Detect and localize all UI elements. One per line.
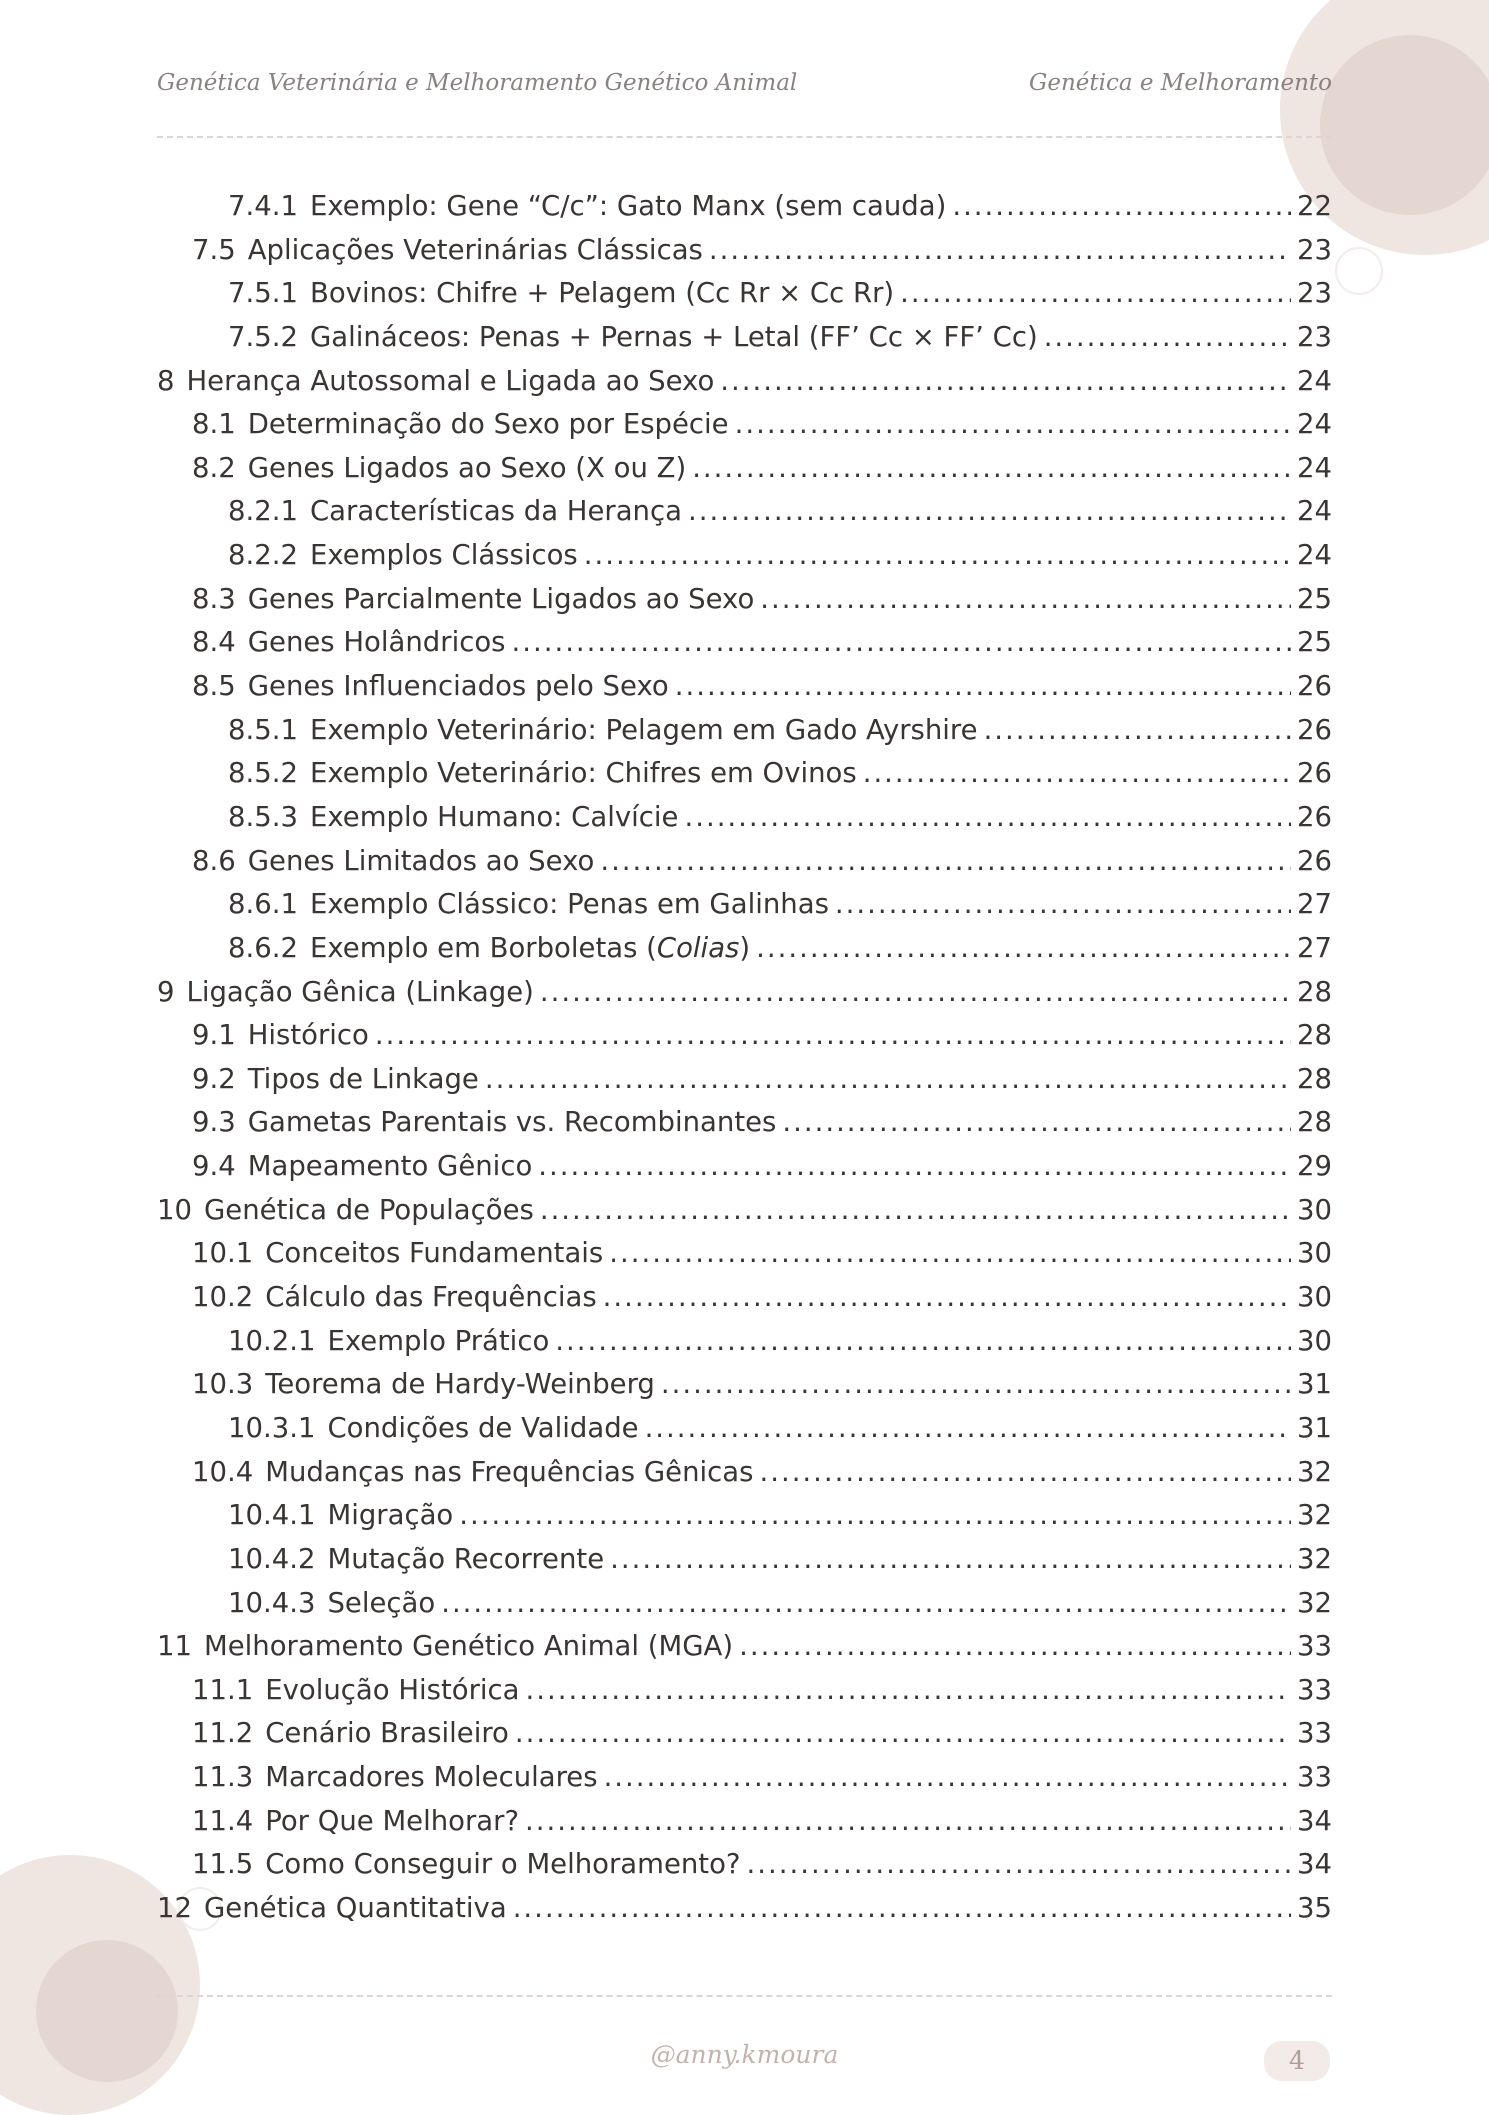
toc-entry-title: Melhoramento Genético Animal (MGA) xyxy=(204,1630,734,1663)
toc-entry-title: Genes Ligados ao Sexo (X ou Z) xyxy=(247,451,687,484)
toc-dot-leader xyxy=(1044,316,1291,360)
toc-entry-number: 10.1 xyxy=(192,1237,254,1270)
toc-entry-page: 23 xyxy=(1297,233,1332,266)
toc-entry[interactable] xyxy=(157,1014,1332,1058)
toc-dot-leader xyxy=(538,1145,1291,1189)
toc-entry-number: 8.6.2 xyxy=(228,931,298,964)
toc-entry[interactable] xyxy=(157,1101,1332,1145)
toc-entry-title: Marcadores Moleculares xyxy=(265,1761,598,1794)
toc-entry[interactable] xyxy=(157,185,1332,229)
toc-entry-title: Genes Parcialmente Ligados ao Sexo xyxy=(247,582,755,615)
toc-dot-leader xyxy=(720,360,1291,404)
toc-dot-leader xyxy=(526,1669,1292,1713)
toc-entry-title: Exemplos Clássicos xyxy=(309,539,578,572)
toc-entry-page: 30 xyxy=(1297,1281,1332,1314)
toc-entry-page: 25 xyxy=(1297,626,1332,659)
toc-entry-title: Condições de Validade xyxy=(327,1411,639,1444)
toc-entry-number: 11 xyxy=(157,1630,192,1663)
toc-entry-title: Exemplo Veterinário: Pelagem em Gado Ayrshire xyxy=(309,713,978,746)
toc-entry[interactable] xyxy=(157,578,1332,622)
toc-entry-number: 8 xyxy=(157,364,175,397)
toc-dot-leader xyxy=(375,1014,1291,1058)
toc-entry[interactable] xyxy=(157,883,1332,927)
toc-dot-leader xyxy=(782,1101,1291,1145)
toc-entry-number: 11.5 xyxy=(192,1848,254,1881)
toc-entry-number: 8.5.1 xyxy=(228,713,298,746)
toc-dot-leader xyxy=(555,1320,1291,1364)
toc-entry[interactable] xyxy=(157,1843,1332,1887)
toc-entry-page: 35 xyxy=(1297,1891,1332,1924)
toc-entry-page: 27 xyxy=(1297,888,1332,921)
toc-entry-page: 34 xyxy=(1297,1804,1332,1837)
toc-dot-leader xyxy=(984,709,1291,753)
toc-entry-title: Migração xyxy=(327,1499,454,1532)
toc-dot-leader xyxy=(603,1276,1291,1320)
toc-dot-leader xyxy=(661,1363,1291,1407)
toc-entry-number: 8.1 xyxy=(192,408,236,441)
toc-entry-title: Mapeamento Gênico xyxy=(247,1150,533,1183)
toc-entry-number: 7.5 xyxy=(192,233,236,266)
toc-entry-page: 24 xyxy=(1297,539,1332,572)
toc-entry-number: 8.2.1 xyxy=(228,495,298,528)
toc-entry-number: 10 xyxy=(157,1193,192,1226)
toc-entry-page: 28 xyxy=(1297,1019,1332,1052)
toc-entry-page: 28 xyxy=(1297,1062,1332,1095)
toc-entry[interactable] xyxy=(157,534,1332,578)
toc-entry[interactable] xyxy=(157,971,1332,1015)
toc-entry[interactable] xyxy=(157,1189,1332,1233)
footer-divider xyxy=(157,1995,1332,1997)
toc-dot-leader xyxy=(525,1800,1291,1844)
toc-entry-number: 10.3.1 xyxy=(228,1411,316,1444)
toc-entry[interactable] xyxy=(157,752,1332,796)
toc-entry-number: 10.2.1 xyxy=(228,1324,316,1357)
toc-dot-leader xyxy=(540,1189,1291,1233)
toc-entry-title: Determinação do Sexo por Espécie xyxy=(247,408,729,441)
toc-entry-title: Exemplo Veterinário: Chifres em Ovinos xyxy=(309,757,857,790)
page-number-badge: 4 xyxy=(1264,2041,1330,2081)
toc-entry[interactable] xyxy=(157,360,1332,404)
toc-entry-number: 12 xyxy=(157,1891,192,1924)
toc-entry-title: Galináceos: Penas + Pernas + Letal (FF’ Cc × FF’ Cc) xyxy=(309,320,1038,353)
toc-dot-leader xyxy=(604,1756,1291,1800)
toc-entry[interactable] xyxy=(157,1538,1332,1582)
toc-dot-leader xyxy=(684,796,1291,840)
toc-entry-page: 26 xyxy=(1297,670,1332,703)
toc-entry[interactable] xyxy=(157,1058,1332,1102)
toc-entry-number: 9 xyxy=(157,975,175,1008)
toc-entry-number: 8.3 xyxy=(192,582,236,615)
toc-entry-page: 32 xyxy=(1297,1499,1332,1532)
decor-ring-top xyxy=(1335,247,1383,295)
toc-entry-number: 11.3 xyxy=(192,1761,254,1794)
toc-entry-number: 9.1 xyxy=(192,1019,236,1052)
toc-dot-leader xyxy=(645,1407,1291,1451)
toc-entry[interactable] xyxy=(157,840,1332,884)
toc-entry-page: 23 xyxy=(1297,277,1332,310)
toc-entry-page: 30 xyxy=(1297,1237,1332,1270)
toc-entry-page: 32 xyxy=(1297,1586,1332,1619)
toc-entry-number: 10.2 xyxy=(192,1281,254,1314)
toc-entry-title: Cálculo das Frequências xyxy=(265,1281,597,1314)
toc-entry-number: 8.2 xyxy=(192,451,236,484)
toc-entry-page: 28 xyxy=(1297,975,1332,1008)
toc-entry[interactable] xyxy=(157,447,1332,491)
toc-entry[interactable] xyxy=(157,1320,1332,1364)
toc-entry-number: 8.4 xyxy=(192,626,236,659)
toc-entry[interactable] xyxy=(157,927,1332,971)
toc-entry-number: 11.4 xyxy=(192,1804,254,1837)
toc-dot-leader xyxy=(760,578,1291,622)
toc-entry-page: 34 xyxy=(1297,1848,1332,1881)
toc-entry[interactable] xyxy=(157,796,1332,840)
toc-entry-page: 33 xyxy=(1297,1717,1332,1750)
toc-dot-leader xyxy=(540,971,1291,1015)
toc-entry[interactable] xyxy=(157,1145,1332,1189)
toc-dot-leader xyxy=(692,447,1291,491)
toc-entry-number: 8.6.1 xyxy=(228,888,298,921)
toc-dot-leader xyxy=(459,1494,1291,1538)
toc-entry-title: Ligação Gênica (Linkage) xyxy=(186,975,534,1008)
toc-entry[interactable] xyxy=(157,1800,1332,1844)
toc-entry-title: Por Que Melhorar? xyxy=(265,1804,520,1837)
toc-dot-leader xyxy=(735,403,1291,447)
toc-entry-number: 10.4 xyxy=(192,1455,254,1488)
header-divider xyxy=(157,136,1332,138)
toc-entry-page: 24 xyxy=(1297,451,1332,484)
toc-entry[interactable] xyxy=(157,1669,1332,1713)
toc-entry-page: 30 xyxy=(1297,1324,1332,1357)
toc-entry-title: Mutação Recorrente xyxy=(327,1542,605,1575)
toc-dot-leader xyxy=(739,1625,1291,1669)
toc-entry-title: Tipos de Linkage xyxy=(247,1062,479,1095)
toc-entry[interactable] xyxy=(157,1407,1332,1451)
toc-entry-page: 33 xyxy=(1297,1761,1332,1794)
toc-entry-page: 31 xyxy=(1297,1368,1332,1401)
toc-entry-page: 32 xyxy=(1297,1542,1332,1575)
toc-entry-page: 27 xyxy=(1297,931,1332,964)
header-book-title: Genética Veterinária e Melhoramento Genético Animal xyxy=(157,70,798,96)
toc-entry-title: Evolução Histórica xyxy=(265,1673,520,1706)
toc-entry[interactable] xyxy=(157,316,1332,360)
toc-entry-page: 28 xyxy=(1297,1106,1332,1139)
decor-circle-top-inner xyxy=(1320,35,1489,215)
toc-entry-number: 7.5.2 xyxy=(228,320,298,353)
toc-entry-title: Genes Influenciados pelo Sexo xyxy=(247,670,669,703)
toc-entry[interactable] xyxy=(157,1363,1332,1407)
toc-dot-leader xyxy=(688,490,1291,534)
toc-entry-title: Aplicações Veterinárias Clássicas xyxy=(247,233,703,266)
toc-entry-title: Teorema de Hardy-Weinberg xyxy=(265,1368,655,1401)
toc-dot-leader xyxy=(600,840,1291,884)
toc-entry-page: 26 xyxy=(1297,757,1332,790)
toc-entry[interactable] xyxy=(157,490,1332,534)
toc-entry-page: 26 xyxy=(1297,844,1332,877)
toc-entry-page: 29 xyxy=(1297,1150,1332,1183)
toc-entry-number: 9.3 xyxy=(192,1106,236,1139)
toc-entry[interactable] xyxy=(157,621,1332,665)
toc-entry-number: 11.2 xyxy=(192,1717,254,1750)
toc-entry[interactable] xyxy=(157,1756,1332,1800)
toc-entry-title: Exemplo: Gene “C/c”: Gato Manx (sem cauda) xyxy=(309,190,947,222)
toc-entry-page: 22 xyxy=(1297,190,1332,222)
footer-author-handle: @anny.kmoura xyxy=(650,2040,839,2069)
toc-entry-title: Genes Holândricos xyxy=(247,626,506,659)
toc-entry[interactable] xyxy=(157,1232,1332,1276)
toc-entry[interactable] xyxy=(157,272,1332,316)
toc-entry-title: Genética de Populações xyxy=(204,1193,534,1226)
toc-entry-number: 9.2 xyxy=(192,1062,236,1095)
toc-entry-number: 8.5 xyxy=(192,670,236,703)
toc-entry-number: 8.5.2 xyxy=(228,757,298,790)
toc-entry[interactable] xyxy=(157,1625,1332,1669)
toc-entry-title: Gametas Parentais vs. Recombinantes xyxy=(247,1106,777,1139)
toc-entry[interactable] xyxy=(157,1712,1332,1756)
toc-entry-title: Genes Limitados ao Sexo xyxy=(247,844,595,877)
toc-entry-title: Mudanças nas Frequências Gênicas xyxy=(265,1455,754,1488)
toc-entry-page: 24 xyxy=(1297,408,1332,441)
toc-entry[interactable] xyxy=(157,1582,1332,1626)
toc-entry-title: Bovinos: Chifre + Pelagem (Cc Rr × Cc Rr) xyxy=(309,277,895,310)
toc-entry-page: 33 xyxy=(1297,1673,1332,1706)
toc-entry-title: Exemplo Clássico: Penas em Galinhas xyxy=(309,888,829,921)
toc-dot-leader xyxy=(709,229,1291,273)
toc-dot-leader xyxy=(747,1843,1292,1887)
toc-entry[interactable] xyxy=(157,1451,1332,1495)
toc-entry-page: 30 xyxy=(1297,1193,1332,1226)
toc-dot-leader xyxy=(515,1712,1291,1756)
toc-entry[interactable] xyxy=(157,1494,1332,1538)
toc-dot-leader xyxy=(952,185,1291,229)
toc-entry-page: 32 xyxy=(1297,1455,1332,1488)
toc-entry-page: 26 xyxy=(1297,800,1332,833)
toc-entry-number: 10.4.3 xyxy=(228,1586,316,1619)
toc-dot-leader xyxy=(759,1451,1291,1495)
toc-entry[interactable] xyxy=(157,665,1332,709)
toc-entry-title: Exemplo em Borboletas (Colias) xyxy=(309,931,751,964)
toc-dot-leader xyxy=(863,752,1291,796)
toc-entry[interactable] xyxy=(157,1276,1332,1320)
toc-entry-title: Herança Autossomal e Ligada ao Sexo xyxy=(186,364,715,397)
toc-entry-number: 8.2.2 xyxy=(228,539,298,572)
toc-dot-leader xyxy=(513,1887,1291,1931)
toc-dot-leader xyxy=(835,883,1291,927)
toc-entry-page: 31 xyxy=(1297,1411,1332,1444)
toc-entry-title: Como Conseguir o Melhoramento? xyxy=(265,1848,741,1881)
toc-entry-title: Histórico xyxy=(247,1019,369,1052)
toc-entry-title: Conceitos Fundamentais xyxy=(265,1237,604,1270)
toc-entry-title: Características da Herança xyxy=(309,495,682,528)
toc-entry-page: 25 xyxy=(1297,582,1332,615)
toc-entry-page: 23 xyxy=(1297,320,1332,353)
toc-dot-leader xyxy=(609,1232,1291,1276)
toc-dot-leader xyxy=(675,665,1291,709)
toc-dot-leader xyxy=(756,927,1291,971)
toc-entry-number: 7.4.1 xyxy=(228,190,298,222)
toc-entry[interactable] xyxy=(157,1887,1332,1931)
toc-dot-leader xyxy=(610,1538,1291,1582)
toc-dot-leader xyxy=(511,621,1291,665)
running-header xyxy=(157,70,1332,110)
table-of-contents xyxy=(157,185,1332,1931)
toc-entry-title: Exemplo Humano: Calvície xyxy=(309,800,679,833)
toc-entry-number: 10.3 xyxy=(192,1368,254,1401)
toc-entry-page: 26 xyxy=(1297,713,1332,746)
toc-entry-number: 10.4.1 xyxy=(228,1499,316,1532)
toc-entry-number: 7.5.1 xyxy=(228,277,298,310)
toc-entry[interactable] xyxy=(157,403,1332,447)
toc-dot-leader xyxy=(441,1582,1291,1626)
toc-dot-leader xyxy=(900,272,1291,316)
toc-entry-number: 10.4.2 xyxy=(228,1542,316,1575)
toc-entry-title: Genética Quantitativa xyxy=(204,1891,507,1924)
toc-entry-number: 8.5.3 xyxy=(228,800,298,833)
toc-entry-page: 24 xyxy=(1297,495,1332,528)
toc-entry-title: Cenário Brasileiro xyxy=(265,1717,509,1750)
toc-entry-number: 8.6 xyxy=(192,844,236,877)
toc-entry-page: 24 xyxy=(1297,364,1332,397)
toc-entry-title: Exemplo Prático xyxy=(327,1324,550,1357)
toc-dot-leader xyxy=(584,534,1291,578)
header-section-title: Genética e Melhoramento xyxy=(1028,70,1332,96)
toc-entry-title: Seleção xyxy=(327,1586,436,1619)
toc-entry-page: 33 xyxy=(1297,1630,1332,1663)
toc-entry[interactable] xyxy=(157,709,1332,753)
toc-entry-number: 9.4 xyxy=(192,1150,236,1183)
toc-entry-number: 11.1 xyxy=(192,1673,254,1706)
toc-dot-leader xyxy=(485,1058,1291,1102)
toc-entry[interactable] xyxy=(157,229,1332,273)
